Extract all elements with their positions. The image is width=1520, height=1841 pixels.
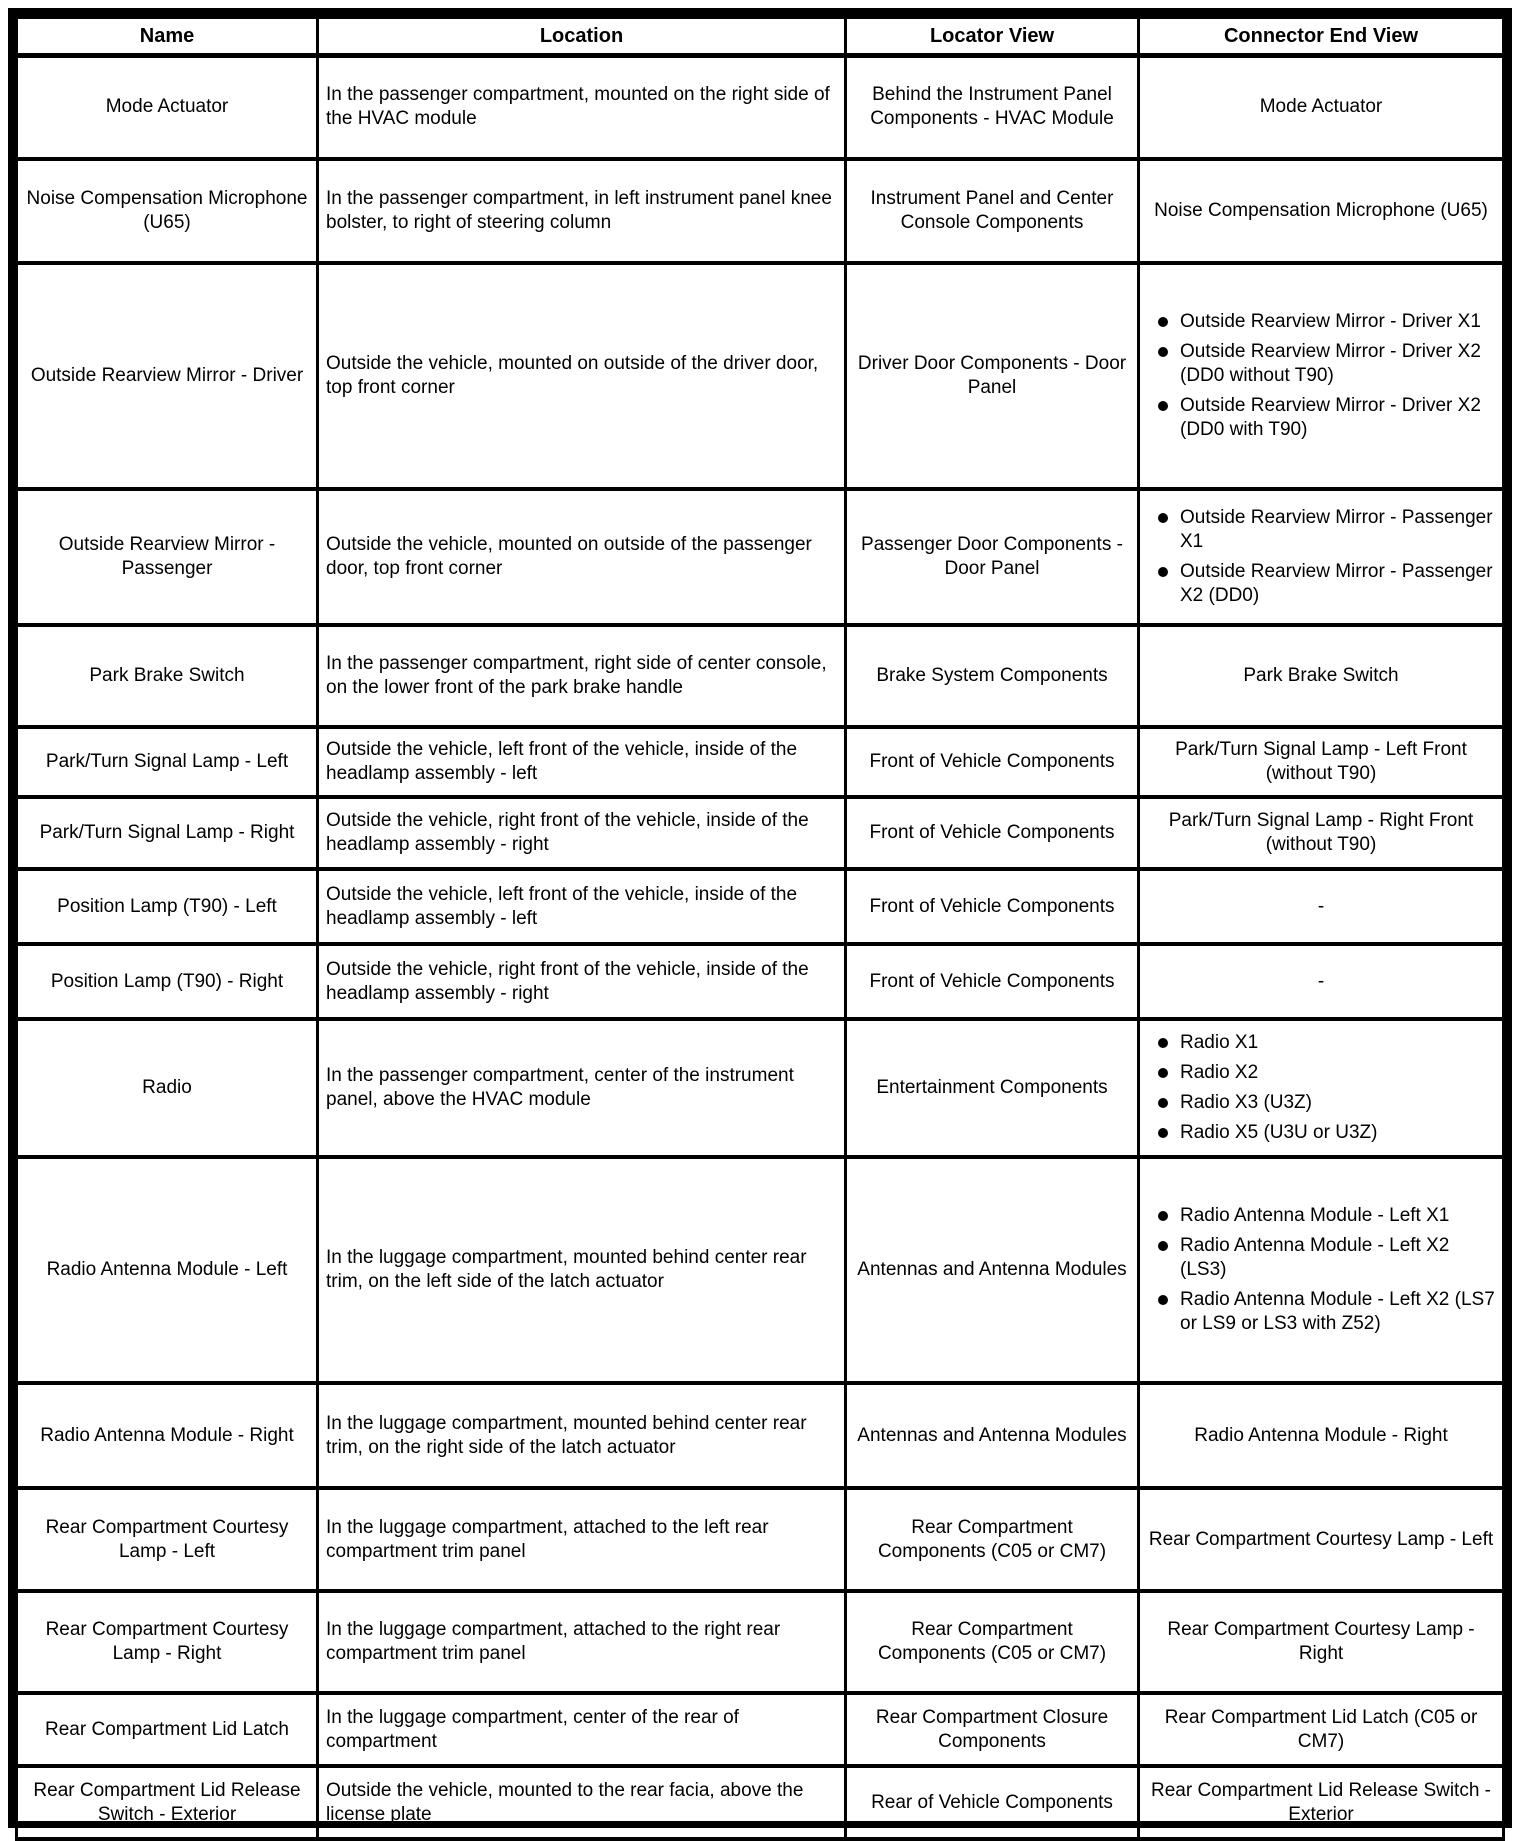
connector-bullet-item — [1154, 1031, 1496, 1055]
cell-name: Radio Antenna Module - Right — [17, 1383, 318, 1488]
cell-location: In the passenger compartment, center of the instrument panel, above the HVAC module — [318, 1019, 846, 1157]
cell-connector-end-view: Rear Compartment Lid Release Switch - Exterior — [1139, 1766, 1504, 1839]
cell-name: Position Lamp (T90) - Right — [17, 944, 318, 1019]
cell-locator-view: Front of Vehicle Components — [846, 869, 1139, 944]
connector-bullet-item — [1154, 1061, 1496, 1085]
cell-connector-end-view — [1139, 263, 1504, 489]
connector-table-frame — [8, 8, 1512, 1828]
cell-name: Rear Compartment Courtesy Lamp - Left — [17, 1488, 318, 1591]
cell-location: Outside the vehicle, mounted on outside of the driver door, top front corner — [318, 263, 846, 489]
connector-bullet-item — [1154, 1204, 1496, 1228]
cell-location: Outside the vehicle, left front of the vehicle, inside of the headlamp assembly - left — [318, 869, 846, 944]
connector-bullet-text: Radio X3 (U3Z) — [1180, 1092, 1312, 1113]
table-row — [17, 797, 1504, 869]
header-cell-locator-view: Locator View — [846, 17, 1139, 55]
bullet-icon — [1158, 401, 1168, 411]
cell-locator-view: Rear Compartment Closure Components — [846, 1693, 1139, 1766]
cell-location: In the passenger compartment, in left instrument panel knee bolster, to right of steering column — [318, 159, 846, 263]
connector-bullet-list — [1154, 1029, 1496, 1147]
cell-name: Rear Compartment Lid Release Switch - Exterior — [17, 1766, 318, 1839]
bullet-icon — [1158, 347, 1168, 357]
cell-name: Radio — [17, 1019, 318, 1157]
table-row — [17, 55, 1504, 159]
cell-locator-view: Front of Vehicle Components — [846, 797, 1139, 869]
connector-bullet-text: Radio Antenna Module - Left X1 — [1180, 1205, 1450, 1226]
cell-name: Outside Rearview Mirror - Driver — [17, 263, 318, 489]
cell-location: Outside the vehicle, left front of the vehicle, inside of the headlamp assembly - left — [318, 727, 846, 797]
connector-bullet-item — [1154, 560, 1496, 608]
connector-bullet-text: Radio X2 — [1180, 1062, 1259, 1083]
cell-location: In the passenger compartment, mounted on the right side of the HVAC module — [318, 55, 846, 159]
cell-location: In the luggage compartment, center of the rear of compartment — [318, 1693, 846, 1766]
cell-name: Mode Actuator — [17, 55, 318, 159]
table-row — [17, 1693, 1504, 1766]
cell-location: In the luggage compartment, mounted behind center rear trim, on the left side of the latch actuator — [318, 1157, 846, 1383]
bullet-icon — [1158, 1295, 1168, 1305]
table-row — [17, 1019, 1504, 1157]
header-row — [17, 17, 1504, 55]
cell-connector-end-view: Rear Compartment Courtesy Lamp - Right — [1139, 1591, 1504, 1693]
connector-bullet-text: Outside Rearview Mirror - Driver X1 — [1180, 311, 1481, 332]
connector-bullet-text: Outside Rearview Mirror - Driver X2 (DD0 with T90) — [1180, 395, 1481, 440]
connector-bullet-text: Radio Antenna Module - Left X2 (LS3) — [1180, 1235, 1450, 1280]
connector-bullet-item — [1154, 310, 1496, 334]
cell-connector-end-view: Park Brake Switch — [1139, 625, 1504, 727]
table-row — [17, 1157, 1504, 1383]
connector-table — [15, 15, 1505, 1841]
cell-location: In the passenger compartment, right side of center console, on the lower front of the park brake handle — [318, 625, 846, 727]
cell-connector-end-view: Mode Actuator — [1139, 55, 1504, 159]
cell-connector-end-view — [1139, 1019, 1504, 1157]
bullet-icon — [1158, 1038, 1168, 1048]
cell-connector-end-view — [1139, 1157, 1504, 1383]
cell-locator-view: Driver Door Components - Door Panel — [846, 263, 1139, 489]
table-row — [17, 625, 1504, 727]
header-cell-location: Location — [318, 17, 846, 55]
cell-location: In the luggage compartment, attached to the right rear compartment trim panel — [318, 1591, 846, 1693]
bullet-icon — [1158, 567, 1168, 577]
connector-bullet-item — [1154, 1288, 1496, 1336]
cell-connector-end-view: Rear Compartment Courtesy Lamp - Left — [1139, 1488, 1504, 1591]
cell-connector-end-view — [1139, 489, 1504, 625]
cell-locator-view: Front of Vehicle Components — [846, 727, 1139, 797]
bullet-icon — [1158, 1068, 1168, 1078]
table-row — [17, 1488, 1504, 1591]
connector-bullet-text: Radio Antenna Module - Left X2 (LS7 or LS9 or LS3 with Z52) — [1180, 1289, 1495, 1334]
cell-locator-view: Antennas and Antenna Modules — [846, 1157, 1139, 1383]
table-header — [17, 17, 1504, 55]
cell-connector-end-view: Rear Compartment Lid Latch (C05 or CM7) — [1139, 1693, 1504, 1766]
connector-bullet-item — [1154, 340, 1496, 388]
connector-bullet-list — [1154, 499, 1496, 615]
connector-bullet-item — [1154, 506, 1496, 554]
cell-locator-view: Instrument Panel and Center Console Components — [846, 159, 1139, 263]
connector-bullet-text: Outside Rearview Mirror - Driver X2 (DD0 without T90) — [1180, 341, 1481, 386]
cell-locator-view: Brake System Components — [846, 625, 1139, 727]
cell-location: Outside the vehicle, right front of the vehicle, inside of the headlamp assembly - right — [318, 944, 846, 1019]
cell-name: Outside Rearview Mirror - Passenger — [17, 489, 318, 625]
connector-bullet-item — [1154, 1121, 1496, 1145]
cell-name: Noise Compensation Microphone (U65) — [17, 159, 318, 263]
cell-location: In the luggage compartment, attached to the left rear compartment trim panel — [318, 1488, 846, 1591]
connector-bullet-item — [1154, 394, 1496, 442]
cell-connector-end-view: - — [1139, 944, 1504, 1019]
cell-name: Park Brake Switch — [17, 625, 318, 727]
cell-locator-view: Rear Compartment Components (C05 or CM7) — [846, 1591, 1139, 1693]
bullet-icon — [1158, 317, 1168, 327]
cell-connector-end-view: Radio Antenna Module - Right — [1139, 1383, 1504, 1488]
table-row — [17, 944, 1504, 1019]
cell-name: Park/Turn Signal Lamp - Right — [17, 797, 318, 869]
cell-connector-end-view: - — [1139, 869, 1504, 944]
cell-locator-view: Rear Compartment Components (C05 or CM7) — [846, 1488, 1139, 1591]
table-row — [17, 727, 1504, 797]
cell-name: Position Lamp (T90) - Left — [17, 869, 318, 944]
cell-name: Rear Compartment Lid Latch — [17, 1693, 318, 1766]
bullet-icon — [1158, 1098, 1168, 1108]
connector-bullet-list — [1154, 1167, 1496, 1373]
cell-location: In the luggage compartment, mounted behind center rear trim, on the right side of the latch actuator — [318, 1383, 846, 1488]
connector-bullet-list — [1154, 273, 1496, 479]
cell-location: Outside the vehicle, mounted to the rear facia, above the license plate — [318, 1766, 846, 1839]
cell-locator-view: Rear of Vehicle Components — [846, 1766, 1139, 1839]
table-body — [17, 55, 1504, 1839]
table-row — [17, 1383, 1504, 1488]
connector-bullet-item — [1154, 1234, 1496, 1282]
connector-bullet-text: Outside Rearview Mirror - Passenger X2 (DD0) — [1180, 561, 1493, 606]
header-cell-connector-end-view: Connector End View — [1139, 17, 1504, 55]
cell-connector-end-view: Park/Turn Signal Lamp - Left Front (without T90) — [1139, 727, 1504, 797]
table-row — [17, 1766, 1504, 1839]
connector-bullet-text: Radio X1 — [1180, 1032, 1259, 1053]
cell-location: Outside the vehicle, mounted on outside of the passenger door, top front corner — [318, 489, 846, 625]
cell-locator-view: Entertainment Components — [846, 1019, 1139, 1157]
table-row — [17, 1591, 1504, 1693]
header-cell-name: Name — [17, 17, 318, 55]
connector-bullet-text: Radio X5 (U3U or U3Z) — [1180, 1122, 1378, 1143]
bullet-icon — [1158, 1241, 1168, 1251]
connector-bullet-text: Outside Rearview Mirror - Passenger X1 — [1180, 507, 1493, 552]
cell-connector-end-view: Noise Compensation Microphone (U65) — [1139, 159, 1504, 263]
bullet-icon — [1158, 513, 1168, 523]
cell-locator-view: Front of Vehicle Components — [846, 944, 1139, 1019]
cell-locator-view: Passenger Door Components - Door Panel — [846, 489, 1139, 625]
bullet-icon — [1158, 1128, 1168, 1138]
table-row — [17, 159, 1504, 263]
cell-location: Outside the vehicle, right front of the vehicle, inside of the headlamp assembly - right — [318, 797, 846, 869]
cell-connector-end-view: Park/Turn Signal Lamp - Right Front (without T90) — [1139, 797, 1504, 869]
cell-locator-view: Behind the Instrument Panel Components - HVAC Module — [846, 55, 1139, 159]
table-row — [17, 869, 1504, 944]
table-row — [17, 489, 1504, 625]
cell-name: Rear Compartment Courtesy Lamp - Right — [17, 1591, 318, 1693]
connector-bullet-item — [1154, 1091, 1496, 1115]
table-row — [17, 263, 1504, 489]
cell-name: Park/Turn Signal Lamp - Left — [17, 727, 318, 797]
bullet-icon — [1158, 1211, 1168, 1221]
cell-name: Radio Antenna Module - Left — [17, 1157, 318, 1383]
cell-locator-view: Antennas and Antenna Modules — [846, 1383, 1139, 1488]
